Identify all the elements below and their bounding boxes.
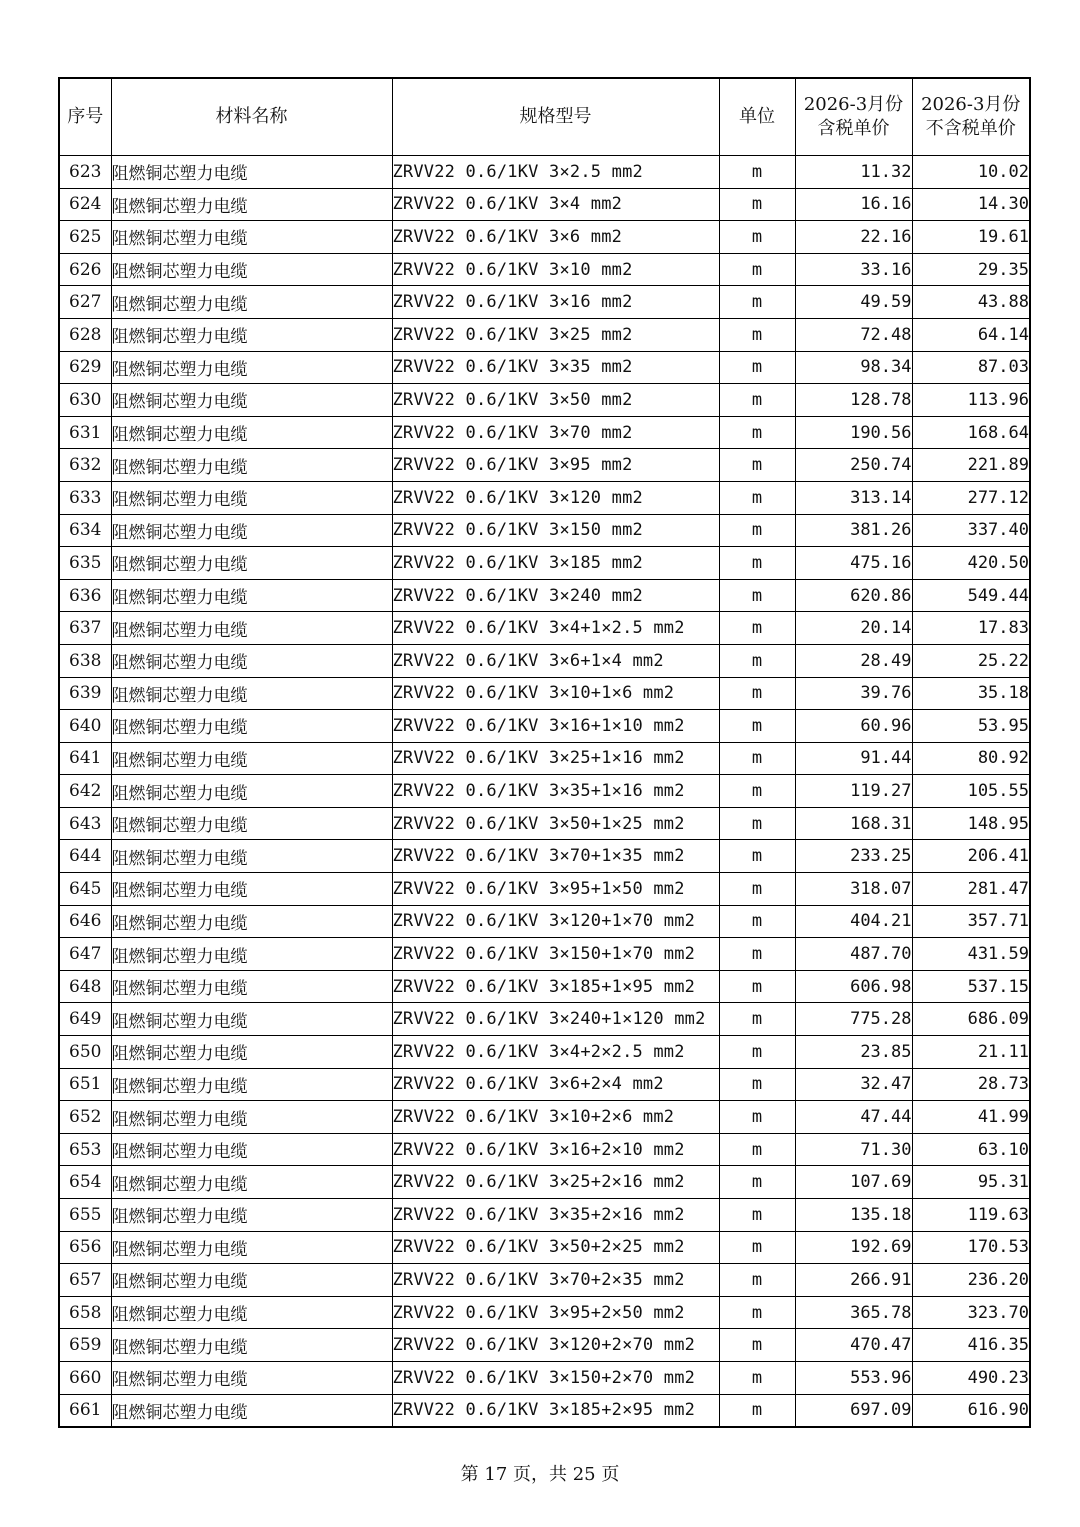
cell-no: 659	[59, 1329, 111, 1362]
cell-unit: m	[719, 1296, 795, 1329]
cell-no: 655	[59, 1199, 111, 1232]
table-row	[59, 742, 1030, 775]
cell-price-notax: 17.83	[912, 612, 1030, 645]
cell-price-notax: 168.64	[912, 416, 1030, 449]
cell-price-tax: 39.76	[795, 677, 912, 710]
table-row	[59, 1329, 1030, 1362]
cell-price-notax: 41.99	[912, 1101, 1030, 1134]
cell-no: 639	[59, 677, 111, 710]
cell-no: 626	[59, 253, 111, 286]
header-price-notax	[912, 78, 1030, 156]
cell-unit: m	[719, 742, 795, 775]
cell-material-name: 阻燃铜芯塑力电缆	[111, 253, 392, 286]
cell-price-tax: 23.85	[795, 1036, 912, 1069]
cell-unit: m	[719, 1003, 795, 1036]
cell-no: 628	[59, 318, 111, 351]
cell-price-notax: 21.11	[912, 1036, 1030, 1069]
cell-no: 660	[59, 1361, 111, 1394]
table-row	[59, 1296, 1030, 1329]
header-price-notax-period: 2026-3月份	[921, 94, 1021, 115]
cell-price-tax: 47.44	[795, 1101, 912, 1134]
cell-material-name: 阻燃铜芯塑力电缆	[111, 938, 392, 971]
cell-unit: m	[719, 1036, 795, 1069]
table-row	[59, 351, 1030, 384]
table-row	[59, 677, 1030, 710]
cell-price-tax: 128.78	[795, 384, 912, 417]
cell-unit: m	[719, 644, 795, 677]
cell-spec: ZRVV22 0.6/1KV 3×150 mm2	[392, 514, 719, 547]
cell-unit: m	[719, 547, 795, 580]
cell-no: 634	[59, 514, 111, 547]
table-row	[59, 1101, 1030, 1134]
cell-price-tax: 475.16	[795, 547, 912, 580]
cell-price-tax: 71.30	[795, 1133, 912, 1166]
cell-price-tax: 697.09	[795, 1394, 912, 1427]
cell-spec: ZRVV22 0.6/1KV 3×150+1×70 mm2	[392, 938, 719, 971]
table-row	[59, 905, 1030, 938]
cell-price-tax: 404.21	[795, 905, 912, 938]
cell-price-notax: 416.35	[912, 1329, 1030, 1362]
cell-material-name: 阻燃铜芯塑力电缆	[111, 970, 392, 1003]
header-row	[59, 78, 1030, 156]
cell-no: 633	[59, 481, 111, 514]
cell-spec: ZRVV22 0.6/1KV 3×95 mm2	[392, 449, 719, 482]
header-price-tax-period: 2026-3月份	[803, 94, 904, 115]
cell-no: 630	[59, 384, 111, 417]
cell-no: 623	[59, 156, 111, 189]
cell-no: 644	[59, 840, 111, 873]
cell-unit: m	[719, 970, 795, 1003]
cell-price-notax: 148.95	[912, 807, 1030, 840]
cell-no: 636	[59, 579, 111, 612]
table-row	[59, 710, 1030, 743]
table-row	[59, 514, 1030, 547]
cell-material-name: 阻燃铜芯塑力电缆	[111, 416, 392, 449]
cell-unit: m	[719, 188, 795, 221]
header-no: 序号	[59, 78, 111, 156]
cell-spec: ZRVV22 0.6/1KV 3×95+2×50 mm2	[392, 1296, 719, 1329]
cell-price-tax: 233.25	[795, 840, 912, 873]
cell-price-notax: 420.50	[912, 547, 1030, 580]
cell-price-notax: 25.22	[912, 644, 1030, 677]
cell-price-tax: 22.16	[795, 221, 912, 254]
cell-material-name: 阻燃铜芯塑力电缆	[111, 742, 392, 775]
cell-spec: ZRVV22 0.6/1KV 3×4 mm2	[392, 188, 719, 221]
cell-no: 627	[59, 286, 111, 319]
cell-material-name: 阻燃铜芯塑力电缆	[111, 612, 392, 645]
cell-price-notax: 43.88	[912, 286, 1030, 319]
cell-spec: ZRVV22 0.6/1KV 3×4+2×2.5 mm2	[392, 1036, 719, 1069]
cell-material-name: 阻燃铜芯塑力电缆	[111, 579, 392, 612]
cell-unit: m	[719, 351, 795, 384]
cell-unit: m	[719, 1264, 795, 1297]
table-row	[59, 579, 1030, 612]
cell-price-tax: 60.96	[795, 710, 912, 743]
cell-unit: m	[719, 677, 795, 710]
cell-material-name: 阻燃铜芯塑力电缆	[111, 775, 392, 808]
cell-no: 641	[59, 742, 111, 775]
cell-material-name: 阻燃铜芯塑力电缆	[111, 1036, 392, 1069]
cell-unit: m	[719, 514, 795, 547]
cell-material-name: 阻燃铜芯塑力电缆	[111, 1296, 392, 1329]
cell-material-name: 阻燃铜芯塑力电缆	[111, 156, 392, 189]
cell-material-name: 阻燃铜芯塑力电缆	[111, 514, 392, 547]
cell-price-tax: 192.69	[795, 1231, 912, 1264]
table-row	[59, 1068, 1030, 1101]
cell-spec: ZRVV22 0.6/1KV 3×50 mm2	[392, 384, 719, 417]
cell-price-notax: 19.61	[912, 221, 1030, 254]
cell-spec: ZRVV22 0.6/1KV 3×240+1×120 mm2	[392, 1003, 719, 1036]
header-name: 材料名称	[111, 78, 392, 156]
cell-unit: m	[719, 807, 795, 840]
cell-material-name: 阻燃铜芯塑力电缆	[111, 677, 392, 710]
cell-material-name: 阻燃铜芯塑力电缆	[111, 644, 392, 677]
cell-unit: m	[719, 1166, 795, 1199]
cell-material-name: 阻燃铜芯塑力电缆	[111, 351, 392, 384]
cell-unit: m	[719, 905, 795, 938]
table-row	[59, 1264, 1030, 1297]
cell-material-name: 阻燃铜芯塑力电缆	[111, 1231, 392, 1264]
cell-unit: m	[719, 1231, 795, 1264]
cell-unit: m	[719, 416, 795, 449]
cell-spec: ZRVV22 0.6/1KV 3×16+1×10 mm2	[392, 710, 719, 743]
cell-spec: ZRVV22 0.6/1KV 3×6+2×4 mm2	[392, 1068, 719, 1101]
cell-price-notax: 10.02	[912, 156, 1030, 189]
cell-spec: ZRVV22 0.6/1KV 3×35+1×16 mm2	[392, 775, 719, 808]
cell-price-notax: 113.96	[912, 384, 1030, 417]
header-unit: 单位	[719, 78, 795, 156]
cell-unit: m	[719, 1329, 795, 1362]
table-row	[59, 644, 1030, 677]
cell-price-tax: 487.70	[795, 938, 912, 971]
cell-spec: ZRVV22 0.6/1KV 3×70+2×35 mm2	[392, 1264, 719, 1297]
cell-price-tax: 470.47	[795, 1329, 912, 1362]
cell-no: 650	[59, 1036, 111, 1069]
cell-unit: m	[719, 579, 795, 612]
cell-material-name: 阻燃铜芯塑力电缆	[111, 384, 392, 417]
cell-price-notax: 28.73	[912, 1068, 1030, 1101]
cell-spec: ZRVV22 0.6/1KV 3×120+2×70 mm2	[392, 1329, 719, 1362]
cell-no: 658	[59, 1296, 111, 1329]
table-row	[59, 188, 1030, 221]
table-row	[59, 156, 1030, 189]
cell-unit: m	[719, 156, 795, 189]
cell-price-tax: 107.69	[795, 1166, 912, 1199]
cell-unit: m	[719, 840, 795, 873]
cell-no: 645	[59, 873, 111, 906]
cell-spec: ZRVV22 0.6/1KV 3×70+1×35 mm2	[392, 840, 719, 873]
table-row	[59, 547, 1030, 580]
cell-price-tax: 606.98	[795, 970, 912, 1003]
cell-spec: ZRVV22 0.6/1KV 3×120+1×70 mm2	[392, 905, 719, 938]
cell-no: 652	[59, 1101, 111, 1134]
cell-price-notax: 431.59	[912, 938, 1030, 971]
cell-unit: m	[719, 384, 795, 417]
cell-price-notax: 95.31	[912, 1166, 1030, 1199]
cell-material-name: 阻燃铜芯塑力电缆	[111, 710, 392, 743]
table-row	[59, 384, 1030, 417]
cell-spec: ZRVV22 0.6/1KV 3×10 mm2	[392, 253, 719, 286]
cell-material-name: 阻燃铜芯塑力电缆	[111, 1361, 392, 1394]
cell-no: 642	[59, 775, 111, 808]
cell-material-name: 阻燃铜芯塑力电缆	[111, 1329, 392, 1362]
cell-no: 640	[59, 710, 111, 743]
cell-price-tax: 266.91	[795, 1264, 912, 1297]
cell-price-tax: 119.27	[795, 775, 912, 808]
cell-price-notax: 14.30	[912, 188, 1030, 221]
cell-price-tax: 190.56	[795, 416, 912, 449]
cell-price-notax: 549.44	[912, 579, 1030, 612]
cell-price-notax: 236.20	[912, 1264, 1030, 1297]
cell-price-notax: 337.40	[912, 514, 1030, 547]
cell-price-tax: 33.16	[795, 253, 912, 286]
cell-spec: ZRVV22 0.6/1KV 3×150+2×70 mm2	[392, 1361, 719, 1394]
cell-price-notax: 357.71	[912, 905, 1030, 938]
cell-material-name: 阻燃铜芯塑力电缆	[111, 188, 392, 221]
cell-price-notax: 537.15	[912, 970, 1030, 1003]
cell-price-notax: 281.47	[912, 873, 1030, 906]
table-row	[59, 481, 1030, 514]
cell-price-notax: 119.63	[912, 1199, 1030, 1232]
cell-unit: m	[719, 1361, 795, 1394]
cell-price-tax: 365.78	[795, 1296, 912, 1329]
cell-price-tax: 620.86	[795, 579, 912, 612]
cell-price-notax: 616.90	[912, 1394, 1030, 1427]
price-table	[58, 77, 1031, 1428]
cell-price-notax: 686.09	[912, 1003, 1030, 1036]
cell-material-name: 阻燃铜芯塑力电缆	[111, 1068, 392, 1101]
cell-price-notax: 53.95	[912, 710, 1030, 743]
header-spec: 规格型号	[392, 78, 719, 156]
cell-spec: ZRVV22 0.6/1KV 3×50+2×25 mm2	[392, 1231, 719, 1264]
cell-unit: m	[719, 1394, 795, 1427]
table-row	[59, 221, 1030, 254]
cell-no: 638	[59, 644, 111, 677]
cell-spec: ZRVV22 0.6/1KV 3×10+2×6 mm2	[392, 1101, 719, 1134]
cell-unit: m	[719, 612, 795, 645]
cell-material-name: 阻燃铜芯塑力电缆	[111, 807, 392, 840]
cell-price-notax: 277.12	[912, 481, 1030, 514]
table-row	[59, 873, 1030, 906]
cell-price-tax: 250.74	[795, 449, 912, 482]
cell-no: 653	[59, 1133, 111, 1166]
table-row	[59, 1231, 1030, 1264]
cell-price-notax: 323.70	[912, 1296, 1030, 1329]
cell-material-name: 阻燃铜芯塑力电缆	[111, 840, 392, 873]
cell-price-notax: 64.14	[912, 318, 1030, 351]
cell-no: 656	[59, 1231, 111, 1264]
cell-price-tax: 72.48	[795, 318, 912, 351]
table-row	[59, 1361, 1030, 1394]
table-row	[59, 807, 1030, 840]
cell-no: 646	[59, 905, 111, 938]
cell-material-name: 阻燃铜芯塑力电缆	[111, 1166, 392, 1199]
cell-spec: ZRVV22 0.6/1KV 3×35 mm2	[392, 351, 719, 384]
cell-price-tax: 318.07	[795, 873, 912, 906]
cell-spec: ZRVV22 0.6/1KV 3×185 mm2	[392, 547, 719, 580]
cell-price-tax: 313.14	[795, 481, 912, 514]
cell-spec: ZRVV22 0.6/1KV 3×240 mm2	[392, 579, 719, 612]
cell-price-tax: 28.49	[795, 644, 912, 677]
table-row	[59, 970, 1030, 1003]
cell-material-name: 阻燃铜芯塑力电缆	[111, 221, 392, 254]
table-row	[59, 1133, 1030, 1166]
cell-spec: ZRVV22 0.6/1KV 3×6 mm2	[392, 221, 719, 254]
table-row	[59, 840, 1030, 873]
cell-price-tax: 20.14	[795, 612, 912, 645]
table-row	[59, 286, 1030, 319]
cell-no: 632	[59, 449, 111, 482]
cell-spec: ZRVV22 0.6/1KV 3×120 mm2	[392, 481, 719, 514]
cell-unit: m	[719, 1068, 795, 1101]
cell-no: 654	[59, 1166, 111, 1199]
cell-spec: ZRVV22 0.6/1KV 3×70 mm2	[392, 416, 719, 449]
cell-price-notax: 105.55	[912, 775, 1030, 808]
cell-material-name: 阻燃铜芯塑力电缆	[111, 1003, 392, 1036]
cell-unit: m	[719, 710, 795, 743]
cell-price-tax: 91.44	[795, 742, 912, 775]
cell-material-name: 阻燃铜芯塑力电缆	[111, 318, 392, 351]
cell-spec: ZRVV22 0.6/1KV 3×4+1×2.5 mm2	[392, 612, 719, 645]
cell-unit: m	[719, 775, 795, 808]
table-row	[59, 1003, 1030, 1036]
cell-spec: ZRVV22 0.6/1KV 3×25+1×16 mm2	[392, 742, 719, 775]
cell-price-tax: 135.18	[795, 1199, 912, 1232]
cell-no: 624	[59, 188, 111, 221]
cell-no: 648	[59, 970, 111, 1003]
cell-no: 629	[59, 351, 111, 384]
cell-spec: ZRVV22 0.6/1KV 3×185+2×95 mm2	[392, 1394, 719, 1427]
cell-no: 625	[59, 221, 111, 254]
cell-unit: m	[719, 449, 795, 482]
cell-price-notax: 63.10	[912, 1133, 1030, 1166]
cell-no: 651	[59, 1068, 111, 1101]
table-body	[59, 156, 1030, 1428]
cell-spec: ZRVV22 0.6/1KV 3×10+1×6 mm2	[392, 677, 719, 710]
cell-price-tax: 16.16	[795, 188, 912, 221]
cell-unit: m	[719, 318, 795, 351]
table-row	[59, 938, 1030, 971]
cell-no: 631	[59, 416, 111, 449]
cell-spec: ZRVV22 0.6/1KV 3×185+1×95 mm2	[392, 970, 719, 1003]
cell-material-name: 阻燃铜芯塑力电缆	[111, 1199, 392, 1232]
table-row	[59, 318, 1030, 351]
cell-material-name: 阻燃铜芯塑力电缆	[111, 1133, 392, 1166]
header-price-tax-label: 含税单价	[817, 118, 890, 139]
cell-material-name: 阻燃铜芯塑力电缆	[111, 905, 392, 938]
table-row	[59, 1166, 1030, 1199]
cell-price-notax: 87.03	[912, 351, 1030, 384]
cell-no: 649	[59, 1003, 111, 1036]
cell-unit: m	[719, 286, 795, 319]
cell-spec: ZRVV22 0.6/1KV 3×16+2×10 mm2	[392, 1133, 719, 1166]
table-row	[59, 449, 1030, 482]
cell-spec: ZRVV22 0.6/1KV 3×6+1×4 mm2	[392, 644, 719, 677]
cell-no: 657	[59, 1264, 111, 1297]
cell-material-name: 阻燃铜芯塑力电缆	[111, 547, 392, 580]
header-price-notax-label: 不含税单价	[925, 118, 1016, 139]
table-row	[59, 1199, 1030, 1232]
cell-price-tax: 11.32	[795, 156, 912, 189]
table-row	[59, 612, 1030, 645]
table-row	[59, 416, 1030, 449]
cell-unit: m	[719, 481, 795, 514]
cell-spec: ZRVV22 0.6/1KV 3×50+1×25 mm2	[392, 807, 719, 840]
cell-no: 647	[59, 938, 111, 971]
cell-material-name: 阻燃铜芯塑力电缆	[111, 1264, 392, 1297]
cell-unit: m	[719, 221, 795, 254]
cell-price-tax: 381.26	[795, 514, 912, 547]
cell-no: 643	[59, 807, 111, 840]
cell-spec: ZRVV22 0.6/1KV 3×25 mm2	[392, 318, 719, 351]
cell-spec: ZRVV22 0.6/1KV 3×35+2×16 mm2	[392, 1199, 719, 1232]
cell-price-tax: 98.34	[795, 351, 912, 384]
cell-material-name: 阻燃铜芯塑力电缆	[111, 873, 392, 906]
cell-spec: ZRVV22 0.6/1KV 3×16 mm2	[392, 286, 719, 319]
table-row	[59, 775, 1030, 808]
cell-no: 661	[59, 1394, 111, 1427]
cell-no: 637	[59, 612, 111, 645]
cell-material-name: 阻燃铜芯塑力电缆	[111, 1101, 392, 1134]
cell-material-name: 阻燃铜芯塑力电缆	[111, 481, 392, 514]
cell-price-tax: 168.31	[795, 807, 912, 840]
cell-unit: m	[719, 253, 795, 286]
cell-spec: ZRVV22 0.6/1KV 3×95+1×50 mm2	[392, 873, 719, 906]
cell-price-notax: 35.18	[912, 677, 1030, 710]
cell-price-notax: 80.92	[912, 742, 1030, 775]
cell-unit: m	[719, 1101, 795, 1134]
table-row	[59, 253, 1030, 286]
cell-price-notax: 29.35	[912, 253, 1030, 286]
cell-price-tax: 553.96	[795, 1361, 912, 1394]
cell-price-notax: 490.23	[912, 1361, 1030, 1394]
cell-price-tax: 32.47	[795, 1068, 912, 1101]
cell-no: 635	[59, 547, 111, 580]
cell-price-notax: 170.53	[912, 1231, 1030, 1264]
cell-unit: m	[719, 938, 795, 971]
header-price-tax	[795, 78, 912, 156]
cell-price-notax: 221.89	[912, 449, 1030, 482]
cell-spec: ZRVV22 0.6/1KV 3×2.5 mm2	[392, 156, 719, 189]
cell-spec: ZRVV22 0.6/1KV 3×25+2×16 mm2	[392, 1166, 719, 1199]
table-row	[59, 1036, 1030, 1069]
cell-price-notax: 206.41	[912, 840, 1030, 873]
cell-material-name: 阻燃铜芯塑力电缆	[111, 449, 392, 482]
cell-unit: m	[719, 873, 795, 906]
cell-price-tax: 49.59	[795, 286, 912, 319]
cell-material-name: 阻燃铜芯塑力电缆	[111, 1394, 392, 1427]
page-footer: 第 17 页，共 25 页	[460, 1464, 620, 1485]
table-row	[59, 1394, 1030, 1427]
cell-material-name: 阻燃铜芯塑力电缆	[111, 286, 392, 319]
cell-price-tax: 775.28	[795, 1003, 912, 1036]
cell-unit: m	[719, 1133, 795, 1166]
cell-unit: m	[719, 1199, 795, 1232]
